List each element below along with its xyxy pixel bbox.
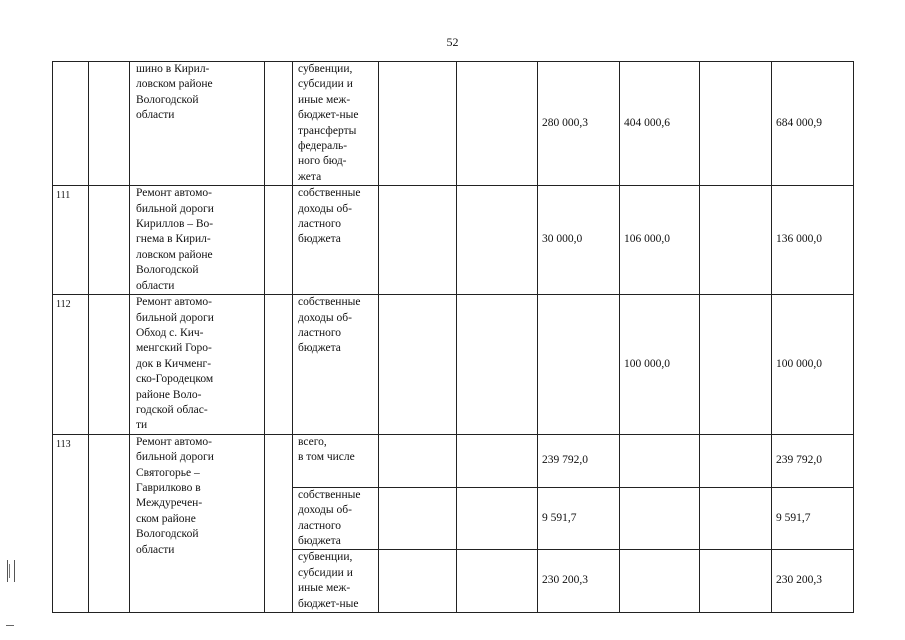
margin-tick-icon xyxy=(6,625,14,626)
value-year-3 xyxy=(700,487,772,550)
page-number: 52 xyxy=(446,35,459,49)
value-year-2: 100 000,0 xyxy=(620,295,700,435)
row-number: 111 xyxy=(53,186,89,295)
funding-source: собственные доходы об- ластного бюджета xyxy=(293,186,379,295)
object-name: Ремонт автомо- бильной дороги Кириллов – Во- гнема в Кирил- ловском районе Вологодской области xyxy=(130,186,265,295)
value-total: 684 000,9 xyxy=(772,62,854,186)
value-total: 230 200,3 xyxy=(772,550,854,613)
budget-table xyxy=(52,61,854,613)
table-row xyxy=(53,295,854,435)
table-row xyxy=(53,62,854,186)
value-total: 9 591,7 xyxy=(772,487,854,550)
value-year-2: 106 000,0 xyxy=(620,186,700,295)
binding-mark-icon xyxy=(7,560,15,582)
value-year-3 xyxy=(700,295,772,435)
funding-source: всего, в том числе xyxy=(293,434,379,487)
funding-source: собственные доходы об- ластного бюджета xyxy=(293,487,379,550)
value-year-1: 239 792,0 xyxy=(538,434,620,487)
value-year-3 xyxy=(700,62,772,186)
value-year-1 xyxy=(538,295,620,435)
object-name: шино в Кирил- ловском районе Вологодской области xyxy=(130,62,265,186)
table-row xyxy=(53,434,854,487)
funding-source: субвенции, субсидии и иные меж- бюджет-ные xyxy=(293,550,379,613)
value-year-2: 404 000,6 xyxy=(620,62,700,186)
value-year-3 xyxy=(700,186,772,295)
row-number: 112 xyxy=(53,295,89,435)
value-year-3 xyxy=(700,434,772,487)
funding-source: субвенции, субсидии и иные меж- бюджет-ные трансферты федераль- ного бюд- жета xyxy=(293,62,379,186)
value-year-3 xyxy=(700,550,772,613)
value-year-2 xyxy=(620,550,700,613)
value-year-2 xyxy=(620,434,700,487)
value-year-1: 30 000,0 xyxy=(538,186,620,295)
value-total: 136 000,0 xyxy=(772,186,854,295)
value-year-1: 9 591,7 xyxy=(538,487,620,550)
value-total: 239 792,0 xyxy=(772,434,854,487)
object-name: Ремонт автомо- бильной дороги Обход с. Кич- менгский Горо- док в Кичменг- ско-Городецком районе Воло- годской облас- ти xyxy=(130,295,265,435)
value-year-2 xyxy=(620,487,700,550)
funding-source: собственные доходы об- ластного бюджета xyxy=(293,295,379,435)
value-year-1: 230 200,3 xyxy=(538,550,620,613)
row-number xyxy=(53,62,89,186)
value-year-1: 280 000,3 xyxy=(538,62,620,186)
row-number: 113 xyxy=(53,434,89,612)
table-row xyxy=(53,186,854,295)
value-total: 100 000,0 xyxy=(772,295,854,435)
object-name: Ремонт автомо- бильной дороги Святогорье – Гаврилково в Междуречен- ском районе Вологодской области xyxy=(130,434,265,612)
